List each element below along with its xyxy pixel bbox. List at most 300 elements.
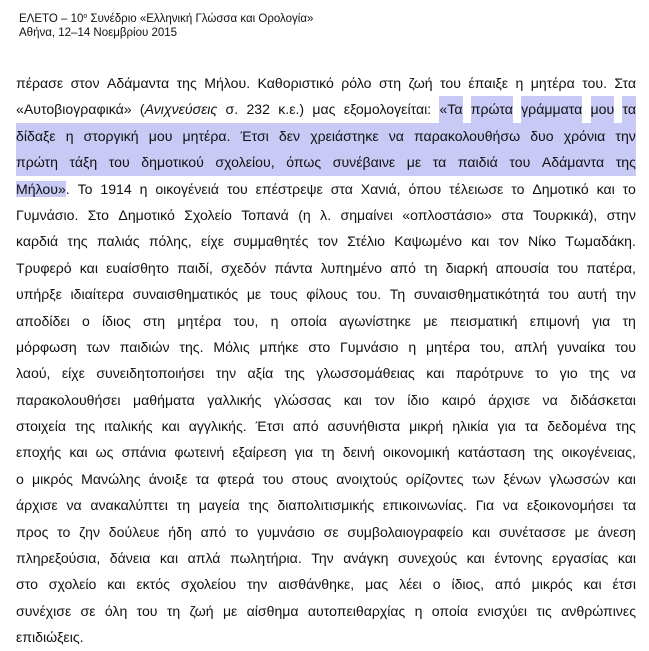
- text-word: για: [294, 444, 314, 461]
- text-word: ανάγκη: [343, 550, 389, 567]
- paragraph-line: [16, 387, 636, 413]
- text-word: επικοινωνίας.: [382, 497, 467, 514]
- paragraph-line: [16, 519, 636, 545]
- text-word: με: [574, 523, 590, 540]
- highlighted-quote-word: δυο: [530, 123, 553, 149]
- highlighted-quote-word: του: [109, 149, 130, 175]
- text-word: Γυμνάσιο: [340, 338, 399, 355]
- text-word: απουσία: [495, 259, 550, 276]
- text-word: ο: [432, 576, 441, 593]
- text-word: εποχής: [16, 444, 62, 461]
- text-word: αυτή: [577, 286, 607, 303]
- text-word: συνέχισε: [16, 602, 72, 619]
- text-word: διδάσκεται: [570, 391, 636, 408]
- text-word: στους: [291, 470, 329, 487]
- text-word: υπήρξε: [16, 286, 62, 303]
- joined-token: [140, 96, 217, 122]
- text-word: της: [615, 418, 636, 435]
- header-conference-line: [19, 12, 313, 26]
- highlighted-quote-word: μου: [149, 123, 173, 149]
- text-word: σχεδόν: [221, 259, 267, 276]
- text-word: της: [74, 418, 96, 435]
- text-word: στοιχεία: [16, 418, 66, 435]
- text-word: να: [66, 497, 82, 514]
- paragraph-line: [16, 149, 636, 175]
- text-word: Δημοτικό: [118, 206, 175, 223]
- text-word: εξομολογείται:: [343, 101, 432, 118]
- text-word: επιμονή: [529, 312, 580, 329]
- text-word: τους: [269, 286, 298, 303]
- text-word: ίδιο: [407, 391, 430, 408]
- text-word: για: [591, 312, 611, 329]
- text-word: λέει: [399, 576, 422, 593]
- text-word: των: [471, 470, 496, 487]
- text-word: και: [159, 550, 179, 567]
- text-word: (η: [298, 206, 311, 223]
- highlighted-quote-word: παιδιά: [458, 149, 498, 175]
- text-word: πόλης,: [148, 233, 192, 250]
- highlighted-quote-word: σχολείου,: [215, 149, 274, 175]
- text-word: ρόλο: [341, 75, 372, 91]
- text-word: πεισματική: [449, 312, 518, 329]
- text-word: παλιάς: [96, 233, 140, 250]
- highlighted-quote-word: χρειάστηκε: [310, 123, 378, 149]
- text-word: όλη: [104, 602, 128, 619]
- highlighted-quote-word: του: [509, 149, 530, 175]
- text-word: της: [248, 497, 269, 514]
- text-word: τις: [536, 602, 552, 619]
- paragraph-line: [16, 96, 636, 122]
- text-word: Νίκο: [528, 233, 557, 250]
- text-word: τον: [317, 233, 338, 250]
- header-conference-title: Συνέδριο «Ελληνική Γλώσσα και Ορολογία»: [87, 13, 314, 25]
- text-word: η: [139, 180, 148, 197]
- text-word: και: [596, 180, 615, 197]
- text-word: συναισθηματικός: [132, 286, 239, 303]
- text-word: από: [292, 418, 319, 435]
- text-word: διαρκή: [445, 259, 488, 276]
- text-word: με: [222, 602, 238, 619]
- text-word: Γυμνάσιο.: [16, 206, 79, 223]
- text-word: επέστρεψε: [255, 180, 323, 197]
- text-word: παρακολουθήσει: [16, 391, 121, 408]
- text-word: ανθρώπινες: [561, 602, 636, 619]
- paragraph-line: [16, 598, 636, 624]
- text-word: γυναίκα: [557, 338, 606, 355]
- text-word: για: [497, 418, 516, 435]
- text-word: Αδάμαντα: [106, 75, 170, 91]
- text-word: στον: [70, 75, 100, 91]
- text-word: είχε: [61, 365, 85, 382]
- text-word: 1914: [100, 180, 132, 197]
- text-word: πάντα: [274, 259, 313, 276]
- text-word: συμβολαιογραφείο: [347, 523, 464, 540]
- highlighted-quote-word: όπως: [286, 149, 321, 175]
- highlighted-quote-word: παρακολουθήσω: [414, 123, 520, 149]
- text-word: την: [615, 286, 636, 303]
- text-word: με: [423, 312, 438, 329]
- paragraph-line: [16, 334, 636, 360]
- text-word: στα: [330, 180, 353, 197]
- text-word: ζην: [79, 523, 101, 540]
- highlighted-quote-word: πρώτα: [471, 96, 513, 122]
- text-word: οποία: [431, 602, 469, 619]
- text-word: της.: [179, 338, 204, 355]
- text-word: το: [511, 180, 525, 197]
- text-word: Μανώλης: [81, 470, 141, 487]
- text-word: ορίζοντες: [405, 470, 464, 487]
- paragraph-body: [16, 70, 636, 651]
- text-word: Στέλιο: [347, 233, 385, 250]
- text-word: αποδίδει: [16, 312, 70, 329]
- text-word: έτσι: [612, 576, 636, 593]
- text-word: ξένων: [503, 470, 541, 487]
- text-word: έπαιξε: [468, 75, 509, 91]
- text-word: της: [176, 75, 197, 91]
- text-word: τον: [498, 233, 519, 250]
- text-word: της: [67, 233, 88, 250]
- text-word: δεδομένα: [547, 418, 607, 435]
- text-word: σ.: [225, 101, 239, 118]
- text-word: πέρασε: [16, 75, 64, 91]
- text-word: το: [622, 180, 636, 197]
- text-word: μαθήματα: [133, 391, 195, 408]
- text-word: τη: [166, 602, 181, 619]
- text-word: μπήκε: [259, 338, 299, 355]
- text-word: ως: [95, 444, 114, 461]
- text-word: συμμαθητές: [233, 233, 309, 250]
- paragraph-line: [16, 228, 636, 254]
- text-word: σημαίνει: [340, 206, 393, 223]
- text-word: κ.ε.): [278, 101, 305, 118]
- text-word: δεινή: [342, 444, 375, 461]
- text-word: ανοιχτούς: [336, 470, 398, 487]
- text-word: μικρός: [531, 576, 573, 593]
- paragraph-line: [16, 571, 636, 597]
- text-word: ιδιαίτερα: [70, 286, 124, 303]
- highlighted-quote-word: Έτσι: [241, 123, 269, 149]
- text-word: αγγλικής.: [188, 418, 247, 435]
- text-word: τη: [321, 444, 335, 461]
- text-word: τον: [374, 391, 395, 408]
- text-word: Χανιά,: [360, 180, 401, 197]
- text-word: λαού,: [16, 365, 51, 382]
- paragraph-line: [16, 176, 636, 202]
- highlighted-quote-word: την: [615, 123, 635, 149]
- text-word: τη: [622, 312, 636, 329]
- text-word: άνεση: [597, 523, 636, 540]
- text-word: από: [390, 259, 416, 276]
- text-word: διαπολιτισμικής: [277, 497, 375, 514]
- text-word: έντονης: [494, 550, 543, 567]
- text-word: και: [617, 550, 636, 567]
- text-word: του: [226, 180, 248, 197]
- text-word: φίλους: [306, 286, 348, 303]
- text-word: το: [535, 365, 549, 382]
- text-word: αίσθημα: [246, 602, 299, 619]
- text-word: παιδί,: [177, 259, 213, 276]
- text-word: του: [136, 602, 158, 619]
- italic-title-word: Ανιχνεύσεις: [144, 101, 218, 118]
- text-word: σπάνια: [121, 444, 167, 461]
- text-word: να: [542, 391, 558, 408]
- text-word: λυπημένο: [320, 259, 383, 276]
- paragraph-line: [16, 492, 636, 518]
- text-word: οποία: [290, 312, 327, 329]
- text-word: Μήλου.: [204, 75, 251, 91]
- text-word: του: [615, 338, 636, 355]
- highlighted-quote-word: τάξη: [70, 149, 98, 175]
- highlighted-quote-word: να: [389, 123, 404, 149]
- text-word: γαλλικής: [207, 391, 262, 408]
- text-word: του,: [233, 312, 259, 329]
- text-word: Καθοριστικό: [257, 75, 334, 91]
- highlighted-quote-word: η: [66, 123, 74, 149]
- text-word: και: [471, 523, 491, 540]
- text-word: Τουρκικά),: [532, 206, 598, 223]
- text-word: συνειδητοποιήσει: [96, 365, 205, 382]
- text-word: γιο: [559, 365, 578, 382]
- text-word: είχε: [200, 233, 225, 250]
- text-word: και: [583, 576, 602, 593]
- paragraph-line: [16, 360, 636, 386]
- text-word: Δημοτικό: [532, 180, 589, 197]
- text-word: μικρός: [32, 470, 73, 487]
- text-word: το: [235, 523, 249, 540]
- text-word: τέλειωσε: [449, 180, 504, 197]
- text-word: τα: [524, 418, 539, 435]
- text-word: Τωμαδάκη.: [565, 233, 636, 250]
- highlighted-quote-word: με: [407, 149, 421, 175]
- text-word: Το: [77, 180, 93, 197]
- text-word: «Αυτοβιογραφικά»: [16, 101, 132, 118]
- text-word: ενισχύει: [477, 602, 528, 619]
- text-word: ίδιος: [102, 312, 131, 329]
- highlighted-quote-word: πρώτη: [16, 149, 58, 175]
- highlighted-quote-word: στοργική: [84, 123, 139, 149]
- text-word: ασυνήθιστα: [327, 418, 401, 435]
- text-word: όπου: [408, 180, 442, 197]
- paragraph-line: [16, 413, 636, 439]
- header-place-date: Αθήνα, 12–14 Νοεμβρίου 2015: [19, 27, 178, 39]
- text-word: άρχισε: [16, 497, 58, 514]
- text-word: συναισθηματικότητά: [413, 286, 540, 303]
- highlighted-quote-word: Αδάμαντα: [542, 149, 604, 175]
- text-word: εκτός: [136, 576, 170, 593]
- text-word: μητέρα: [530, 75, 575, 91]
- text-word: εργασίας: [552, 550, 609, 567]
- highlighted-quote-word: «Τα: [439, 96, 462, 122]
- text-word: του: [557, 259, 579, 276]
- text-word: ίδιος,: [451, 576, 485, 593]
- text-word: δούλευε: [108, 523, 160, 540]
- text-word: και: [343, 391, 362, 408]
- text-word: (: [139, 101, 145, 118]
- text-word: του.: [582, 75, 607, 91]
- text-word: ζωή: [189, 602, 214, 619]
- text-word: γλωσσών: [549, 470, 610, 487]
- text-word: σχολείου: [180, 576, 237, 593]
- header-ordinal-sup: ο: [83, 13, 88, 20]
- text-word: παιδιών: [119, 338, 170, 355]
- text-word: αισθάνθηκε,: [278, 576, 355, 593]
- text-word: μόρφωση: [16, 338, 77, 355]
- highlighted-quote-word: τα: [433, 149, 447, 175]
- text-word: και: [69, 444, 88, 461]
- text-word: ευαίσθητο: [106, 259, 169, 276]
- text-word: Στα: [614, 75, 636, 91]
- text-word: στην: [606, 206, 636, 223]
- text-word: και: [79, 259, 98, 276]
- text-word: στα: [501, 206, 524, 223]
- text-word: ιταλικής: [104, 418, 153, 435]
- text-word: μητέρα: [177, 312, 222, 329]
- text-word: καιρό: [441, 391, 476, 408]
- paragraph-line: [16, 281, 636, 307]
- text-word: Μόλις: [213, 338, 250, 355]
- text-word: γλώσσας: [273, 391, 332, 408]
- text-word: μας: [312, 101, 336, 118]
- text-word: του,: [479, 338, 505, 355]
- text-word: και: [617, 470, 636, 487]
- text-word: της: [589, 365, 610, 382]
- running-header: [19, 12, 313, 40]
- text-word: μικρή: [409, 418, 444, 435]
- highlighted-quote-word: μου: [591, 96, 615, 122]
- header-prefix: ΕΛΕΤΟ – 10: [19, 13, 84, 25]
- text-word: αξία: [247, 365, 274, 382]
- text-word: Τη: [389, 286, 406, 303]
- text-word: εξαίρεση: [232, 444, 287, 461]
- highlighted-quote-word: της: [616, 149, 636, 175]
- text-word: καρδιά: [16, 233, 59, 250]
- text-word: της: [284, 365, 305, 382]
- text-word: κατάσταση: [457, 444, 526, 461]
- highlighted-quote-word: μητέρα.: [183, 123, 231, 149]
- text-word: των: [86, 338, 110, 355]
- text-word: πληρεξούσια,: [16, 550, 101, 567]
- text-word: του.: [356, 286, 382, 303]
- highlighted-quote-word: Μήλου»: [16, 180, 66, 197]
- paragraph-line: [16, 255, 636, 281]
- text-word: δάνεια: [109, 550, 151, 567]
- text-word: οικονομική: [382, 444, 450, 461]
- text-word: πατέρα,: [586, 259, 636, 276]
- text-word: τη: [424, 259, 438, 276]
- text-word: μητέρα: [426, 338, 470, 355]
- text-word: της: [533, 444, 554, 461]
- paragraph-line: [16, 123, 636, 149]
- text-word: και: [426, 365, 445, 382]
- paragraph-line: [16, 624, 636, 650]
- text-word: «οπλοστάσιο»: [402, 206, 492, 223]
- highlighted-quote-word: τα: [622, 96, 636, 122]
- highlighted-quote-word: δεν: [279, 123, 300, 149]
- text-word: ο: [16, 470, 24, 487]
- text-word: να: [620, 365, 636, 382]
- text-word: του: [440, 75, 461, 91]
- text-word: στο: [308, 338, 331, 355]
- highlighted-quote-word: χρόνια: [564, 123, 606, 149]
- text-word: και: [466, 550, 485, 567]
- text-word: το: [57, 523, 71, 540]
- text-word: μαγεία: [198, 497, 240, 514]
- text-word: του: [262, 470, 284, 487]
- joined-token: [16, 176, 70, 202]
- text-word: συνέτασσε: [498, 523, 566, 540]
- text-word: σε: [323, 523, 339, 540]
- highlighted-quote-word: συνέβαινε: [333, 149, 395, 175]
- text-word: στο: [16, 576, 38, 593]
- text-word: οικογένειά: [155, 180, 219, 197]
- text-word: τη: [176, 497, 191, 514]
- text-word: Τρυφερό: [16, 259, 72, 276]
- text-word: την: [246, 576, 268, 593]
- text-word: παρότρυνε: [455, 365, 524, 382]
- text-word: από: [494, 576, 521, 593]
- text-word: και: [161, 418, 180, 435]
- text-word: η: [515, 75, 524, 91]
- text-word: στη: [143, 312, 166, 329]
- text-word: την: [215, 365, 237, 382]
- paragraph-line: [16, 70, 636, 96]
- text-word: σε: [80, 602, 96, 619]
- text-word: ο: [81, 312, 90, 329]
- text-word: σχολείο: [48, 576, 97, 593]
- text-word: Σχολείο: [184, 206, 232, 223]
- text-word: Τοπανά: [241, 206, 289, 223]
- text-word: πωλητήρια.: [229, 550, 302, 567]
- text-word: στη: [378, 75, 402, 91]
- text-word: αγωνίστηκε: [339, 312, 411, 329]
- text-word: αυτοπειθαρχίας: [307, 602, 406, 619]
- text-word: η: [270, 312, 279, 329]
- text-word: γλωσσομάθειας: [316, 365, 415, 382]
- text-word: άρχισε: [488, 391, 530, 408]
- paragraph-line: [16, 202, 636, 228]
- paragraph-line: [16, 545, 636, 571]
- text-word: με: [246, 286, 262, 303]
- text-word: άνοιξε: [148, 470, 188, 487]
- highlighted-quote-word: δίδαξε: [16, 123, 56, 149]
- text-word: επιδιώξεις.: [16, 629, 84, 646]
- text-word: η: [408, 338, 417, 355]
- paragraph-line: [16, 466, 636, 492]
- text-word: από: [200, 523, 227, 540]
- text-word: απλή: [514, 338, 548, 355]
- text-word: προς: [16, 523, 49, 540]
- text-word: η: [414, 602, 423, 619]
- text-word: συνεχούς: [398, 550, 458, 567]
- text-word: εξοικονομήσει: [526, 497, 614, 514]
- text-word: φωτεινή: [174, 444, 225, 461]
- paragraph-line: [16, 439, 636, 465]
- text-word: τα: [195, 470, 210, 487]
- text-word: και: [107, 576, 126, 593]
- highlighted-quote-word: γράμματα: [521, 96, 582, 122]
- text-word: ανακαλύπτει: [90, 497, 168, 514]
- text-word: Καψωμένο: [394, 233, 462, 250]
- text-word: μας: [365, 576, 389, 593]
- text-word: ήδη: [168, 523, 192, 540]
- text-word: του: [548, 286, 569, 303]
- text-word: να: [502, 497, 519, 514]
- text-word: 232: [246, 101, 270, 118]
- text-word: Στο: [87, 206, 110, 223]
- text-word: ηλικία: [452, 418, 489, 435]
- text-word: οικογένειας,: [561, 444, 636, 461]
- text-word: και: [471, 233, 490, 250]
